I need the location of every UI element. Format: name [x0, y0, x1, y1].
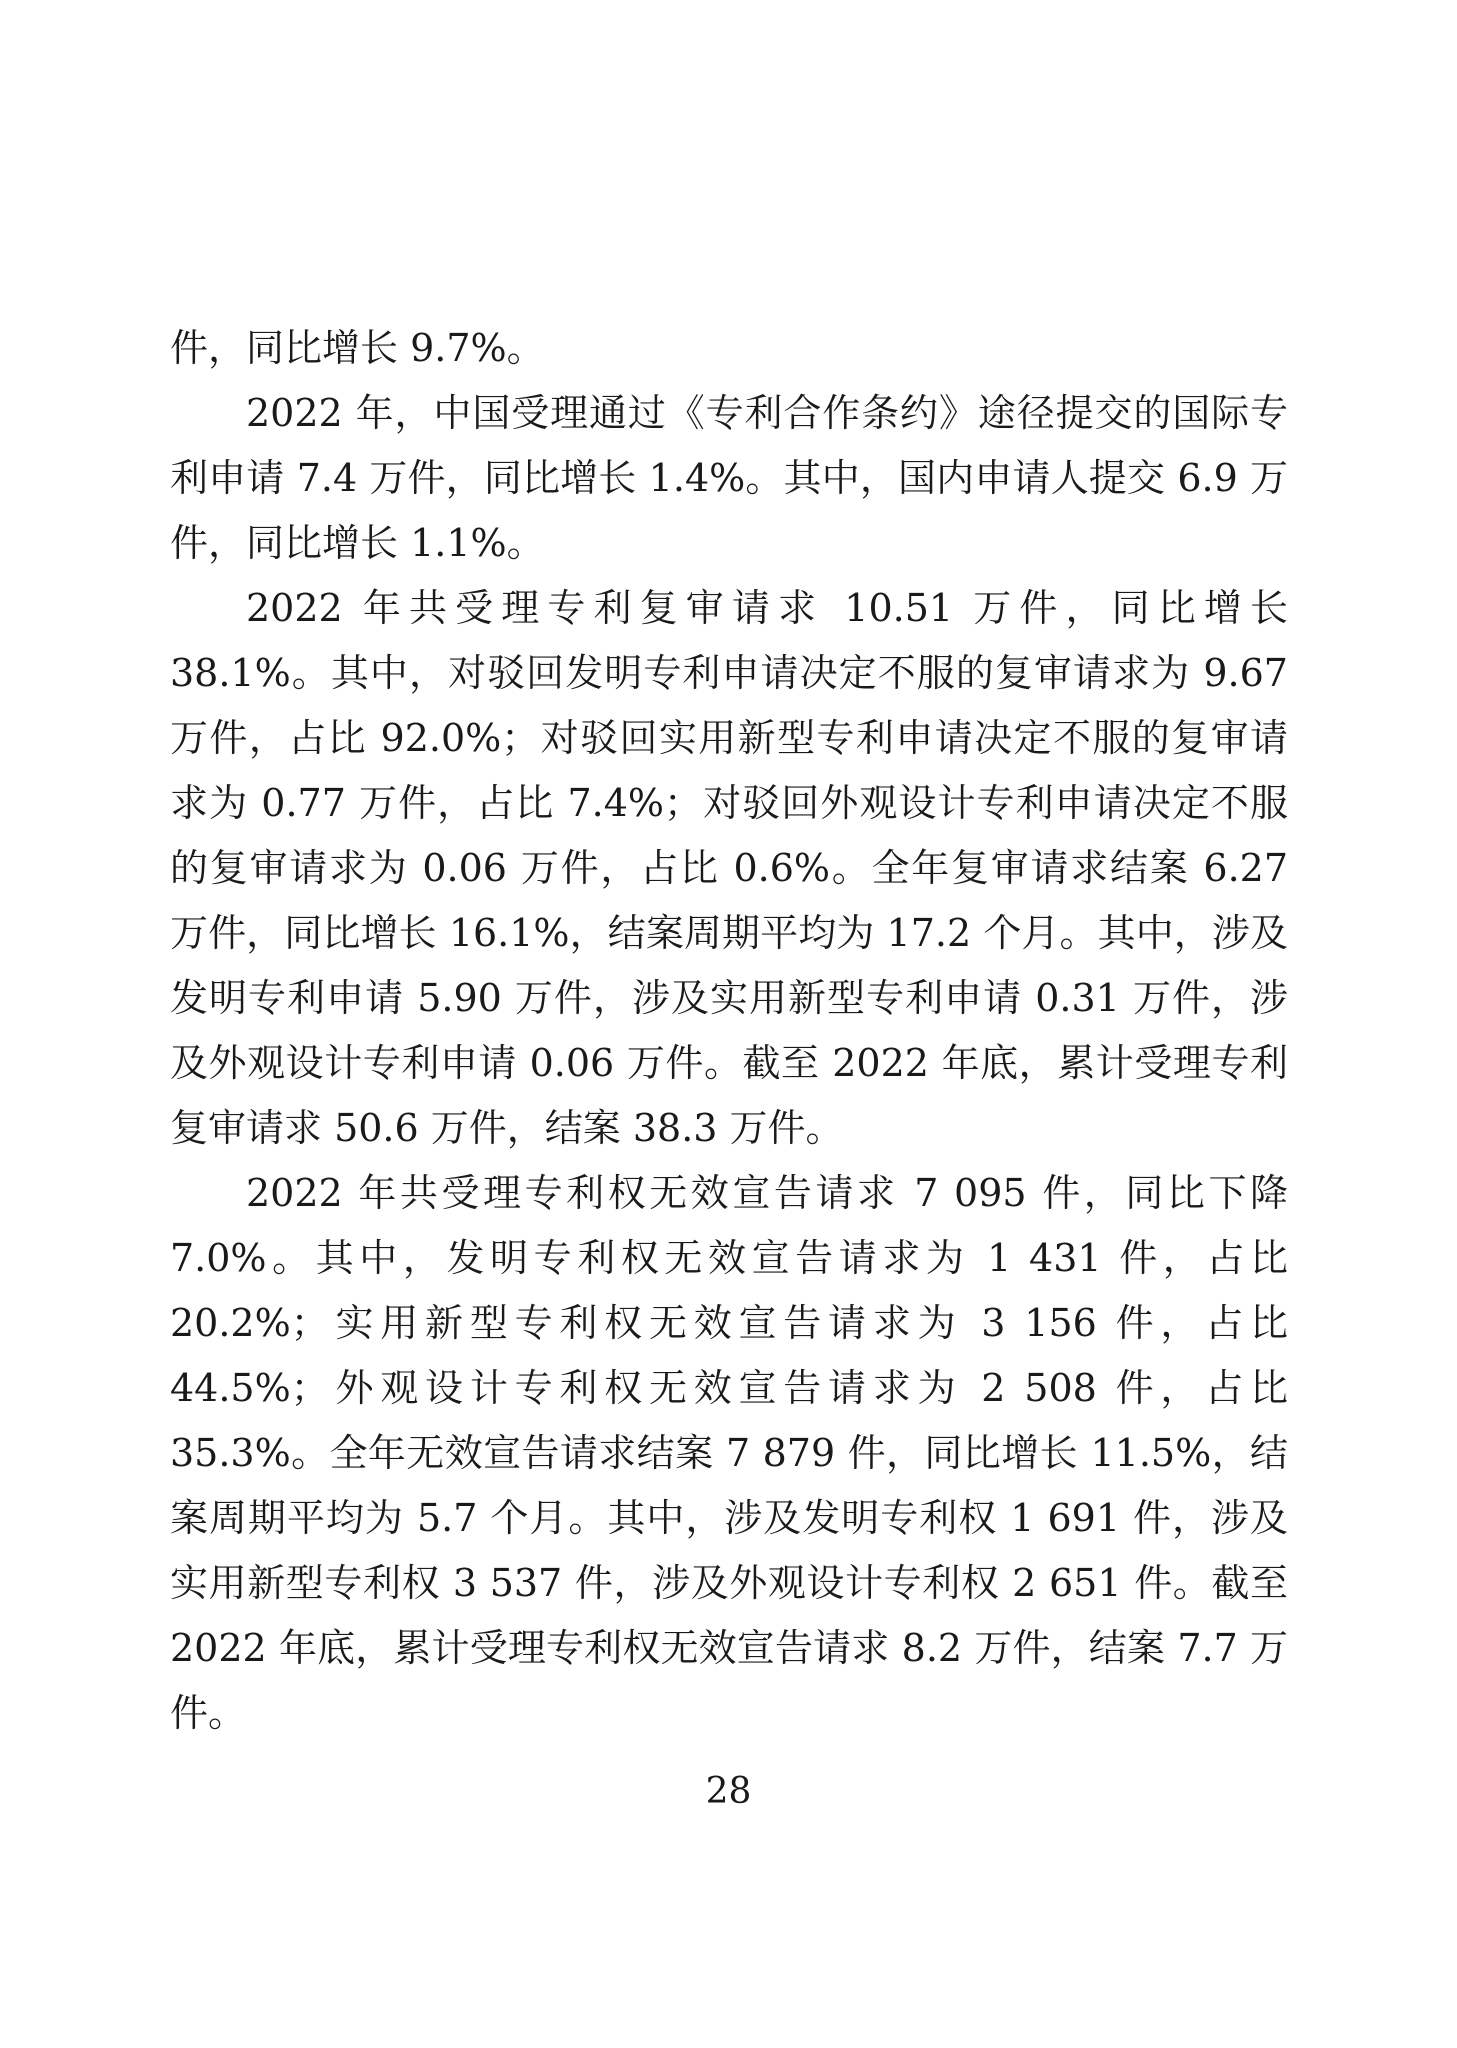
paragraph-pct-applications: 2022 年，中国受理通过《专利合作条约》途径提交的国际专利申请 7.4 万件，同比增长 1.4%。其中，国内申请人提交 6.9 万件，同比增长 1.1%。 — [170, 391, 1288, 565]
document-body — [170, 316, 1288, 1746]
paragraph-invalidation: 2022 年共受理专利权无效宣告请求 7 095 件，同比下降 7.0%。其中，发明专利权无效宣告请求为 1 431 件，占比 20.2%；实用新型专利权无效宣告请求为 3 156 件，占比 44.5%；外观设计专利权无效宣告请求为 2 508 件，占比 35.3%。全年无效宣告请求结案 7 879 件，同比增长 11.5%，结案周期平均为 5.7 个月。其中，涉及发明专利权 1 691 件，涉及实用新型专利权 3 537 件，涉及外观设计专利权 2 651 件。截至 2022 年底，累计受理专利权无效宣告请求 8.2 万件，结案 7.7 万件。 — [170, 1171, 1288, 1735]
page-number: 28 — [705, 1771, 752, 1812]
paragraph-reexamination: 2022 年共受理专利复审请求 10.51 万件，同比增长 38.1%。其中，对驳回发明专利申请决定不服的复审请求为 9.67 万件，占比 92.0%；对驳回实用新型专利申请决定不服的复审请求为 0.77 万件，占比 7.4%；对驳回外观设计专利申请决定不服的复审请求为 0.06 万件，占比 0.6%。全年复审请求结案 6.27 万件，同比增长 16.1%，结案周期平均为 17.2 个月。其中，涉及发明专利申请 5.90 万件，涉及实用新型专利申请 0.31 万件，涉及外观设计专利申请 0.06 万件。截至 2022 年底，累计受理专利复审请求 50.6 万件，结案 38.3 万件。 — [170, 586, 1288, 1150]
paragraph-continuation: 件，同比增长 9.7%。 — [170, 326, 545, 370]
